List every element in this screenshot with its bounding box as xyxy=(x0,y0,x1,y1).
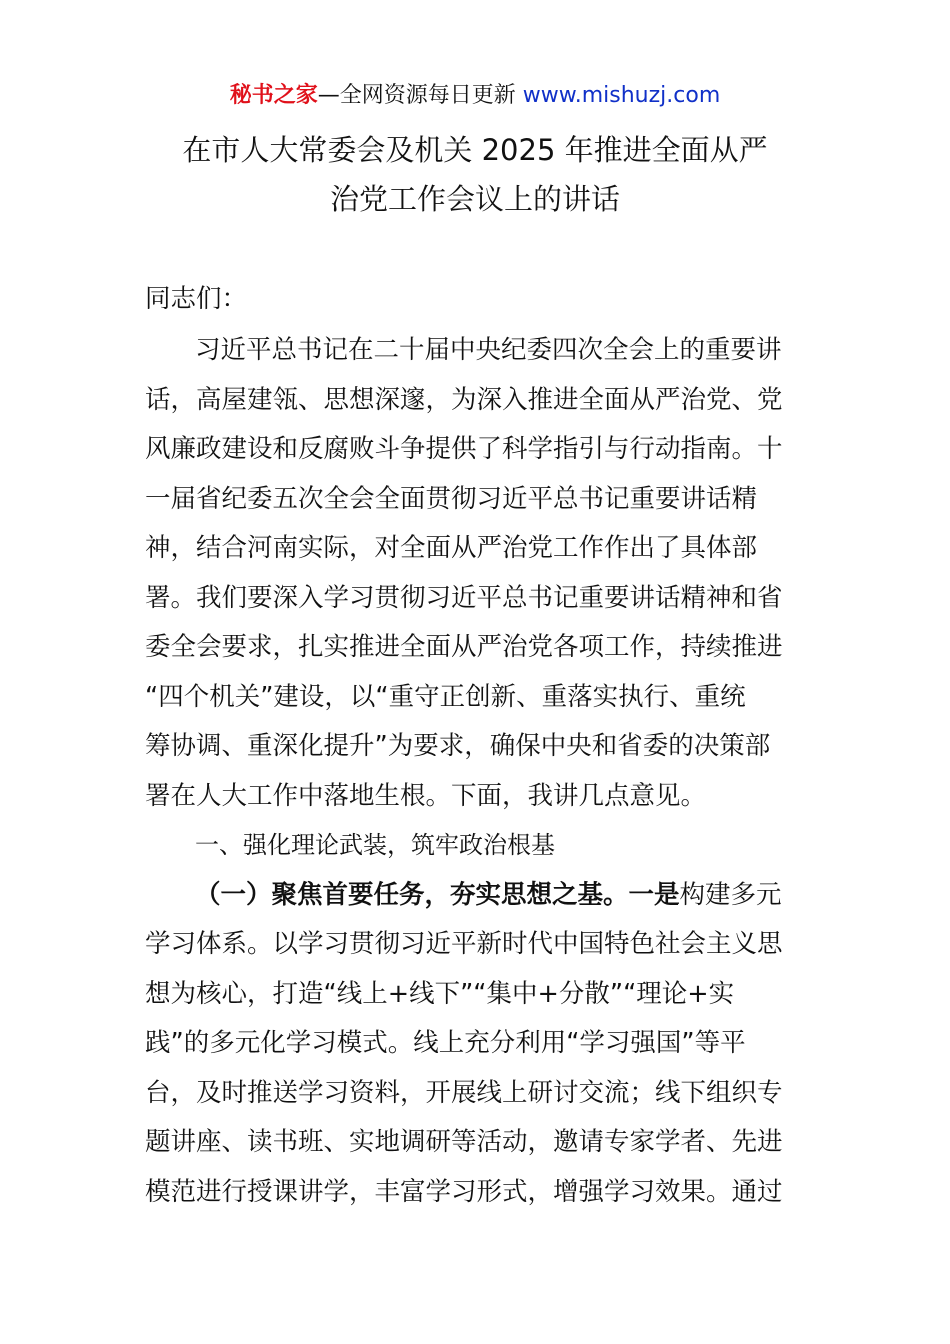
document-title-line-2: 治党工作会议上的讲话 xyxy=(329,182,620,216)
paragraph-1-line: 习近平总书记在二十届中央纪委四次全会上的重要讲 xyxy=(195,335,782,365)
paragraph-2-line: 想为核心，打造“线上+线下”“集中+分散”“理论+实 xyxy=(145,979,735,1009)
paragraph-1-line: 署在人大工作中落地生根。下面，我讲几点意见。 xyxy=(145,781,707,811)
paragraph-2-line: 学习体系。以学习贯彻习近平新时代中国特色社会主义思 xyxy=(145,929,783,959)
subsection-1-first-line xyxy=(195,879,782,911)
subsection-1-text: 构建多元 xyxy=(679,880,782,910)
paragraph-1-line: 神，结合河南实际，对全面从严治党工作作出了具体部 xyxy=(145,533,758,563)
paragraph-2-line: 台，及时推送学习资料，开展线上研讨交流；线下组织专 xyxy=(145,1078,783,1108)
paragraph-1-line: 风廉政建设和反腐败斗争提供了科学指引与行动指南。十 xyxy=(145,434,783,464)
paragraph-1-line: 委全会要求，扎实推进全面从严治党各项工作，持续推进 xyxy=(145,632,783,662)
site-header xyxy=(0,82,950,110)
salutation: 同志们： xyxy=(145,284,248,314)
section-heading-1: 一、强化理论武装，筑牢政治根基 xyxy=(195,831,555,859)
paragraph-2-line: 模范进行授课讲学，丰富学习形式，增强学习效果。通过 xyxy=(145,1177,783,1207)
brand-name: 秘书之家 xyxy=(229,83,318,108)
paragraph-1-line: 筹协调、重深化提升”为要求，确保中央和省委的决策部 xyxy=(145,731,771,761)
paragraph-1-line: 话，高屋建瓴、思想深邃，为深入推进全面从严治党、党 xyxy=(145,385,783,415)
paragraph-1-line: 署。我们要深入学习贯彻习近平总书记重要讲话精神和省 xyxy=(145,583,783,613)
document-title-line-1: 在市人大常委会及机关 2025 年推进全面从严 xyxy=(182,133,768,167)
header-tagline: —全网资源每日更新 xyxy=(317,83,523,108)
paragraph-1-line: “四个机关”建设，以“重守正创新、重落实执行、重统 xyxy=(145,682,746,712)
paragraph-1-line: 一届省纪委五次全会全面贯彻习近平总书记重要讲话精 xyxy=(145,484,758,514)
site-url-link[interactable]: www.mishuzj.com xyxy=(522,83,721,108)
subsection-1-heading: （一）聚焦首要任务，夯实思想之基。一是 xyxy=(195,880,680,910)
paragraph-2-line: 题讲座、读书班、实地调研等活动，邀请专家学者、先进 xyxy=(145,1127,783,1157)
paragraph-2-line: 践”的多元化学习模式。线上充分利用“学习强国”等平 xyxy=(145,1028,746,1058)
